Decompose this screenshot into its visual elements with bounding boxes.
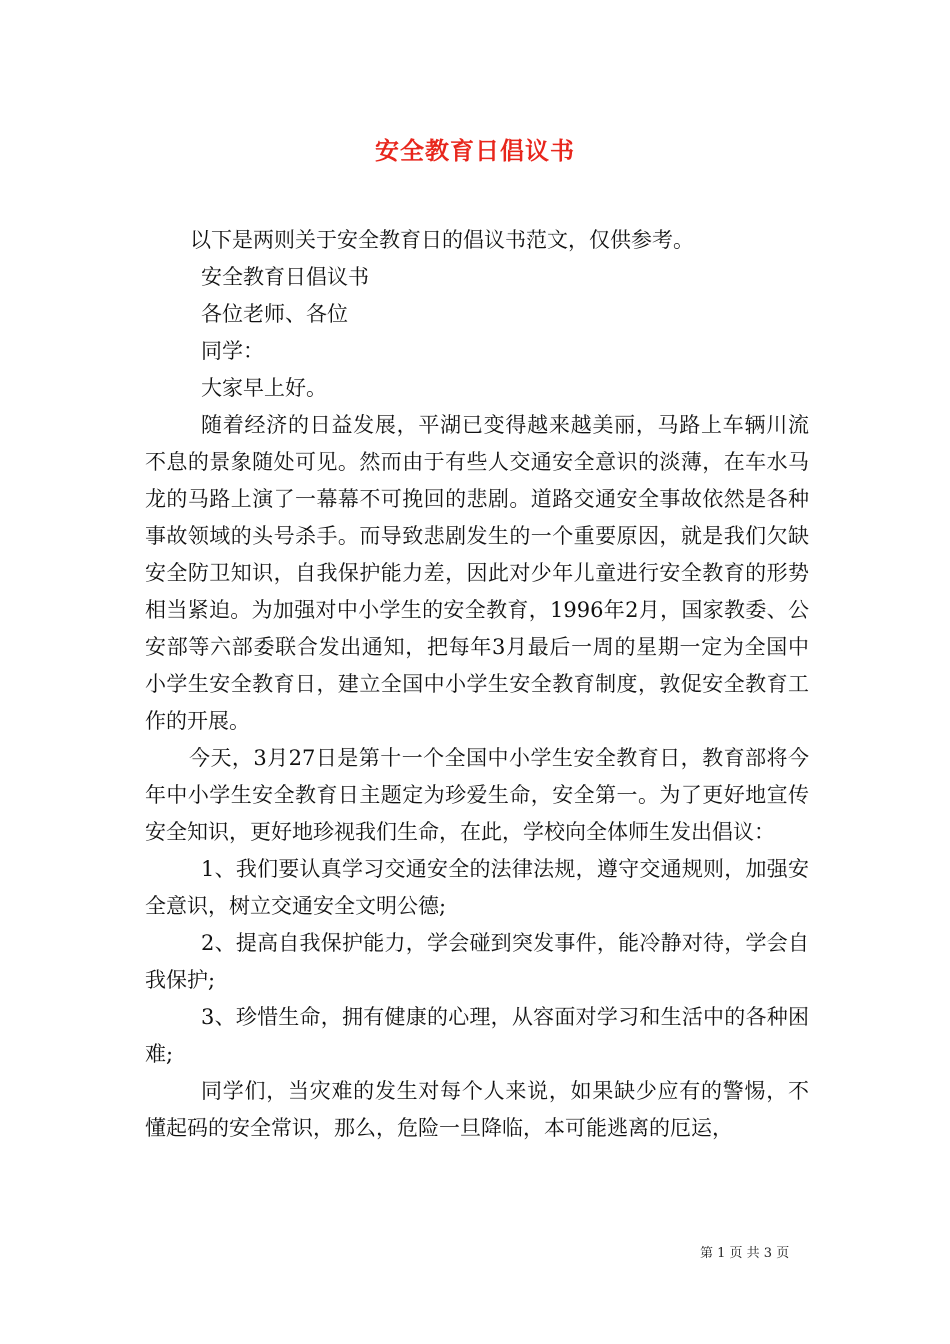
letter-heading: 安全教育日倡议书 <box>201 265 369 289</box>
document-body <box>145 259 809 1147</box>
page-number: 第 1 页 共 3 页 <box>700 1246 790 1261</box>
proposal-item-2: 2、提高自我保护能力，学会碰到突发事件，能冷静对待，学会自我保护; <box>145 931 809 992</box>
body-paragraph: 随着经济的日益发展，平湖已变得越来越美丽，马路上车辆川流不息的景象随处可见。然而由于有些人交通安全意识的淡薄，在车水马龙的马路上演了一幕幕不可挽回的悲剧。道路交通安全事故依然是各种事故领域的头号杀手。而导致悲剧发生的一个重要原因，就是我们欠缺安全防卫知识，自我保护能力差，因此对少年儿童进行安全教育的形势相当紧迫。为加强对中小学生的安全教育，1996年2月，国家教委、公安部等六部委联合发出通知，把每年3月最后一周的星期一定为全国中小学生安全教育日，建立全国中小学生安全教育制度，敦促安全教育工作的开展。 <box>145 413 809 733</box>
intro-paragraph: 以下是两则关于安全教育日的倡议书范文，仅供参考。 <box>190 228 694 252</box>
body-paragraph: 同学们，当灾难的发生对每个人来说，如果缺少应有的警惕，不懂起码的安全常识，那么，危险一旦降临，本可能逃离的厄运， <box>145 1079 809 1140</box>
salutation-line-1: 各位老师、各位 <box>201 302 348 326</box>
salutation-line-2: 同学： <box>201 339 264 363</box>
greeting: 大家早上好。 <box>201 376 327 400</box>
body-paragraph: 今天，3月27日是第十一个全国中小学生安全教育日，教育部将今年中小学生安全教育日主题定为珍爱生命，安全第一。为了更好地宣传安全知识，更好地珍视我们生命，在此，学校向全体师生发出倡议： <box>145 746 809 844</box>
document-title: 安全教育日倡议书 <box>375 136 575 165</box>
proposal-item-3: 3、珍惜生命，拥有健康的心理，从容面对学习和生活中的各种困难; <box>145 1005 809 1066</box>
proposal-item-1: 1、我们要认真学习交通安全的法律法规，遵守交通规则，加强安全意识，树立交通安全文明公德; <box>145 857 809 918</box>
